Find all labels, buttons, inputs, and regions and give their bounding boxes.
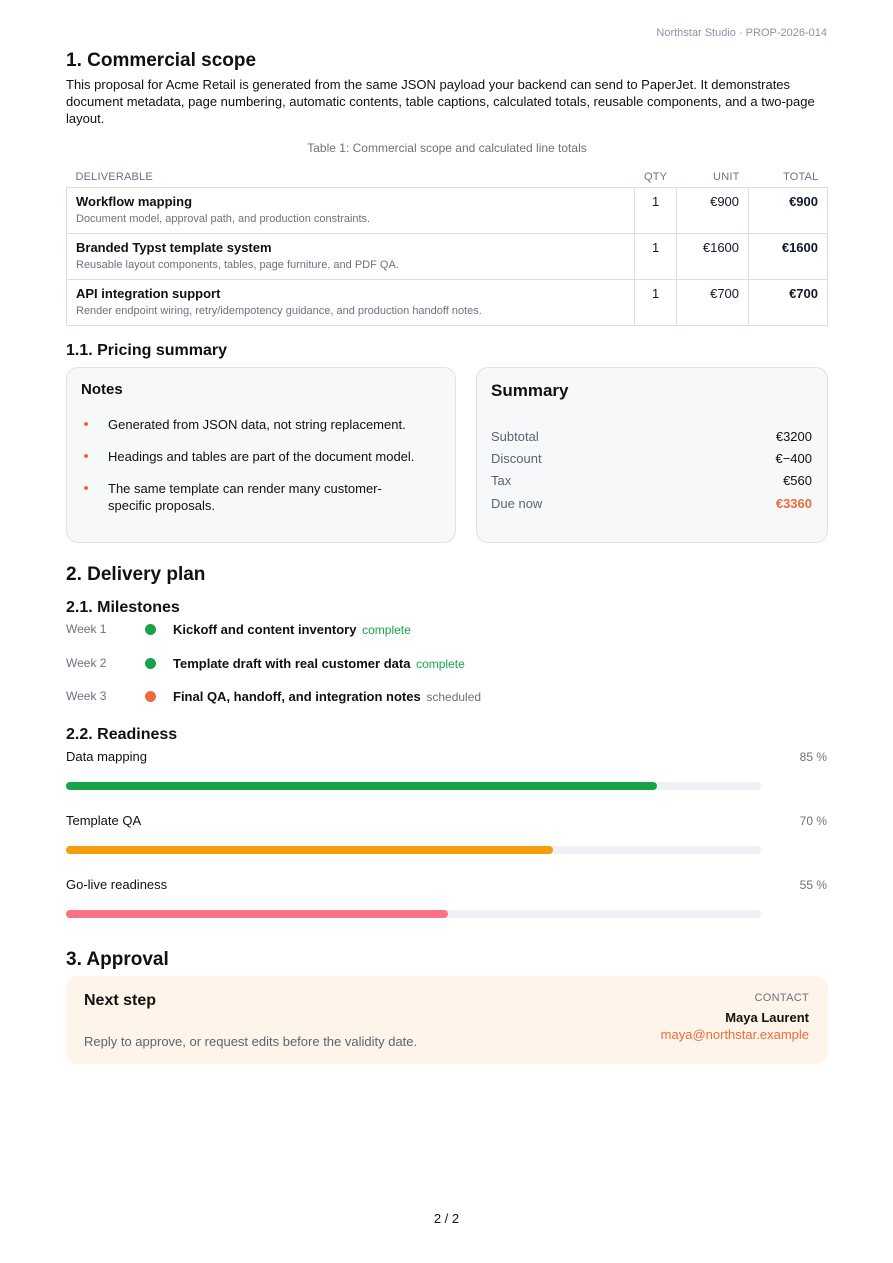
summary-row-due-now	[491, 496, 812, 511]
progress-fill	[66, 910, 448, 918]
table-header-row	[67, 163, 828, 187]
progress-bar-template-qa	[66, 846, 761, 854]
milestone-week: Week 2	[66, 656, 107, 670]
deliverable-title: Branded Typst template system	[76, 239, 272, 255]
subsection-title-readiness: 2.2. Readiness	[66, 726, 178, 743]
deliverable-description: Reusable layout components, tables, page furniture, and PDF QA.	[76, 258, 399, 271]
approval-card-text: Reply to approve, or request edits before the validity date.	[84, 1034, 418, 1049]
intro-paragraph: This proposal for Acme Retail is generated from the same JSON payload your backend can send to PaperJet. It demonstrates document metadata, page numbering, automatic contents, table captions, calculated totals, reusable components, and a two-page layout.	[66, 77, 815, 126]
milestone-label: Kickoff and content inventory	[173, 622, 357, 637]
milestone-text	[173, 622, 411, 637]
notes-list	[81, 416, 421, 529]
qty-cell: 1	[635, 187, 677, 233]
readiness-percent: 70 %	[799, 814, 827, 828]
summary-label: Due now	[491, 496, 543, 511]
column-header-qty: QTY	[643, 170, 668, 183]
list-item: Generated from JSON data, not string replacement.	[81, 416, 421, 433]
deliverable-description: Document model, approval path, and production constraints.	[76, 212, 371, 225]
contact-name: Maya Laurent	[725, 1010, 809, 1025]
summary-value: €3200	[775, 429, 812, 444]
unit-cell: €900	[677, 187, 749, 233]
contact-label: CONTACT	[754, 992, 809, 1004]
milestone-label: Template draft with real customer data	[173, 656, 411, 671]
approval-card-title: Next step	[84, 992, 157, 1009]
column-header-deliverable: DELIVERABLE	[75, 170, 153, 183]
subsection-title-milestones: 2.1. Milestones	[66, 599, 180, 616]
unit-cell: €1600	[677, 233, 749, 279]
column-header-unit: UNIT	[713, 170, 740, 183]
milestone-row	[66, 689, 666, 705]
milestone-status: complete	[416, 657, 465, 671]
qty-cell: 1	[635, 279, 677, 325]
readiness-percent: 85 %	[799, 750, 827, 764]
progress-fill	[66, 846, 553, 854]
subsection-title-pricing-summary: 1.1. Pricing summary	[66, 342, 227, 359]
milestone-text	[173, 689, 481, 704]
milestone-week: Week 1	[66, 622, 107, 636]
approval-card	[66, 976, 828, 1064]
summary-card-title: Summary	[491, 381, 569, 400]
unit-cell: €700	[677, 279, 749, 325]
summary-label: Subtotal	[491, 429, 539, 444]
readiness-percent: 55 %	[799, 878, 827, 892]
status-dot-icon	[145, 658, 156, 669]
milestone-text	[173, 656, 465, 671]
notes-card	[66, 367, 456, 543]
list-item: The same template can render many customer-specific proposals.	[81, 480, 421, 514]
status-dot-icon	[145, 691, 156, 702]
notes-card-title: Notes	[81, 381, 123, 398]
readiness-label: Go-live readiness	[66, 877, 168, 892]
milestone-status: scheduled	[426, 690, 482, 704]
section-title-delivery-plan: 2. Delivery plan	[66, 564, 206, 585]
total-cell: €1600	[749, 233, 828, 279]
scope-table	[66, 163, 828, 326]
deliverable-cell	[67, 233, 635, 279]
column-header-total: TOTAL	[783, 170, 819, 183]
table-row	[67, 279, 828, 325]
summary-card	[476, 367, 828, 543]
summary-value: €560	[783, 473, 812, 488]
summary-row-tax	[491, 473, 812, 488]
total-cell: €700	[749, 279, 828, 325]
progress-bar-data-mapping	[66, 782, 761, 790]
deliverable-cell	[67, 187, 635, 233]
list-item: Headings and tables are part of the document model.	[81, 448, 421, 465]
contact-email-link[interactable]: maya@northstar.example	[660, 1027, 809, 1042]
readiness-label: Template QA	[66, 813, 142, 828]
status-dot-icon	[145, 624, 156, 635]
summary-value: €3360	[775, 496, 812, 511]
table-caption: Table 1: Commercial scope and calculated line totals	[307, 141, 587, 155]
summary-label: Tax	[491, 473, 512, 488]
total-cell: €900	[749, 187, 828, 233]
summary-row-discount	[491, 451, 812, 466]
progress-bar-go-live	[66, 910, 761, 918]
document-meta-header: Northstar Studio · PROP-2026-014	[656, 27, 827, 39]
progress-fill	[66, 782, 657, 790]
deliverable-description: Render endpoint wiring, retry/idempotency guidance, and production handoff notes.	[76, 304, 482, 317]
milestone-label: Final QA, handoff, and integration notes	[173, 689, 421, 704]
milestone-status: complete	[362, 623, 411, 637]
deliverable-cell	[67, 279, 635, 325]
milestone-row	[66, 656, 666, 672]
section-title-commercial-scope: 1. Commercial scope	[66, 50, 257, 71]
deliverable-title: Workflow mapping	[76, 193, 193, 209]
deliverable-title: API integration support	[76, 285, 221, 301]
table-row	[67, 233, 828, 279]
summary-value: €−400	[775, 451, 812, 466]
section-title-approval: 3. Approval	[66, 949, 169, 970]
summary-label: Discount	[491, 451, 542, 466]
page-number: 2 / 2	[433, 1211, 460, 1226]
milestone-week: Week 3	[66, 689, 107, 703]
milestone-row	[66, 622, 666, 638]
qty-cell: 1	[635, 233, 677, 279]
summary-row-subtotal	[491, 429, 812, 444]
readiness-label: Data mapping	[66, 749, 147, 764]
table-row	[67, 187, 828, 233]
